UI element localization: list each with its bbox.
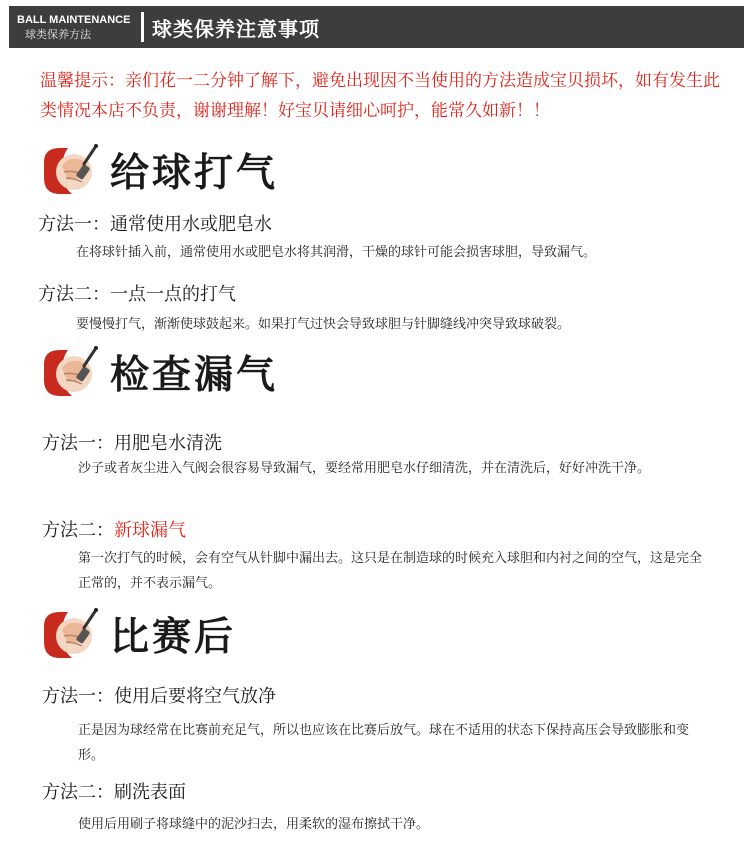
method-prefix: 方法一： (42, 433, 114, 454)
method-prefix: 方法二： (42, 520, 114, 541)
method-label: 刷洗表面 (114, 782, 186, 803)
method-description: 要慢慢打气，渐渐使球鼓起来。如果打气过快会导致球胆与针脚缝线冲突导致球破裂。 (76, 317, 571, 332)
method-label: 一点一点的打气 (110, 284, 236, 305)
method-label: 用肥皂水清洗 (114, 433, 222, 454)
method-description: 正是因为球经常在比赛前充足气，所以也应该在比赛后放气。球在不适用的状态下保持高压会导致膨胀和变形。 (78, 723, 690, 763)
section-inflate-header (38, 142, 278, 198)
method-heading (38, 210, 272, 236)
method-prefix: 方法一： (42, 686, 114, 707)
section-leak-header (38, 344, 278, 400)
ball-pump-icon (38, 344, 102, 400)
section-title: 给球打气 (110, 151, 279, 196)
ball-pump-icon (38, 606, 102, 662)
method-prefix: 方法二： (42, 782, 114, 803)
section-title: 检查漏气 (110, 353, 279, 398)
method-description: 在将球针插入前，通常使用水或肥皂水将其润滑，干燥的球针可能会损害球胆，导致漏气。 (76, 245, 597, 260)
brand-block (9, 6, 137, 48)
method-description: 使用后用刷子将球缝中的泥沙扫去，用柔软的湿布擦拭干净。 (78, 817, 430, 832)
header-bar (9, 6, 744, 48)
method-heading (38, 280, 236, 306)
method-label: 使用后要将空气放净 (114, 686, 276, 707)
method-label: 新球漏气 (114, 520, 186, 541)
method-heading (42, 778, 186, 804)
header-divider (141, 12, 144, 42)
method-prefix: 方法一： (38, 214, 110, 235)
method-label: 通常使用水或肥皂水 (110, 214, 272, 235)
section-title: 比赛后 (110, 615, 237, 660)
method-prefix: 方法二： (38, 284, 110, 305)
method-description: 沙子或者灰尘进入气阀会很容易导致漏气，要经常用肥皂水仔细清洗，并在清洗后，好好冲洗干净。 (78, 461, 651, 476)
section-aftermatch-header (38, 606, 236, 662)
brand-chinese: 球类保养方法 (25, 27, 91, 41)
method-heading (42, 682, 276, 708)
method-heading (42, 429, 222, 455)
page-title: 球类保养注意事项 (152, 16, 320, 41)
ball-pump-icon (38, 142, 102, 198)
method-description: 第一次打气的时候，会有空气从针脚中漏出去。这只是在制造球的时候充入球胆和内衬之间的空气，这是完全正常的，并不表示漏气。 (78, 551, 703, 591)
warm-tip: 温馨提示：亲们花一二分钟了解下，避免出现因不当使用的方法造成宝贝损坏，如有发生此类情况本店不负责，谢谢理解！好宝贝请细心呵护，能常久如新！！ (40, 71, 720, 121)
method-heading (42, 516, 186, 542)
brand-english: BALL MAINTENANCE (17, 13, 131, 26)
